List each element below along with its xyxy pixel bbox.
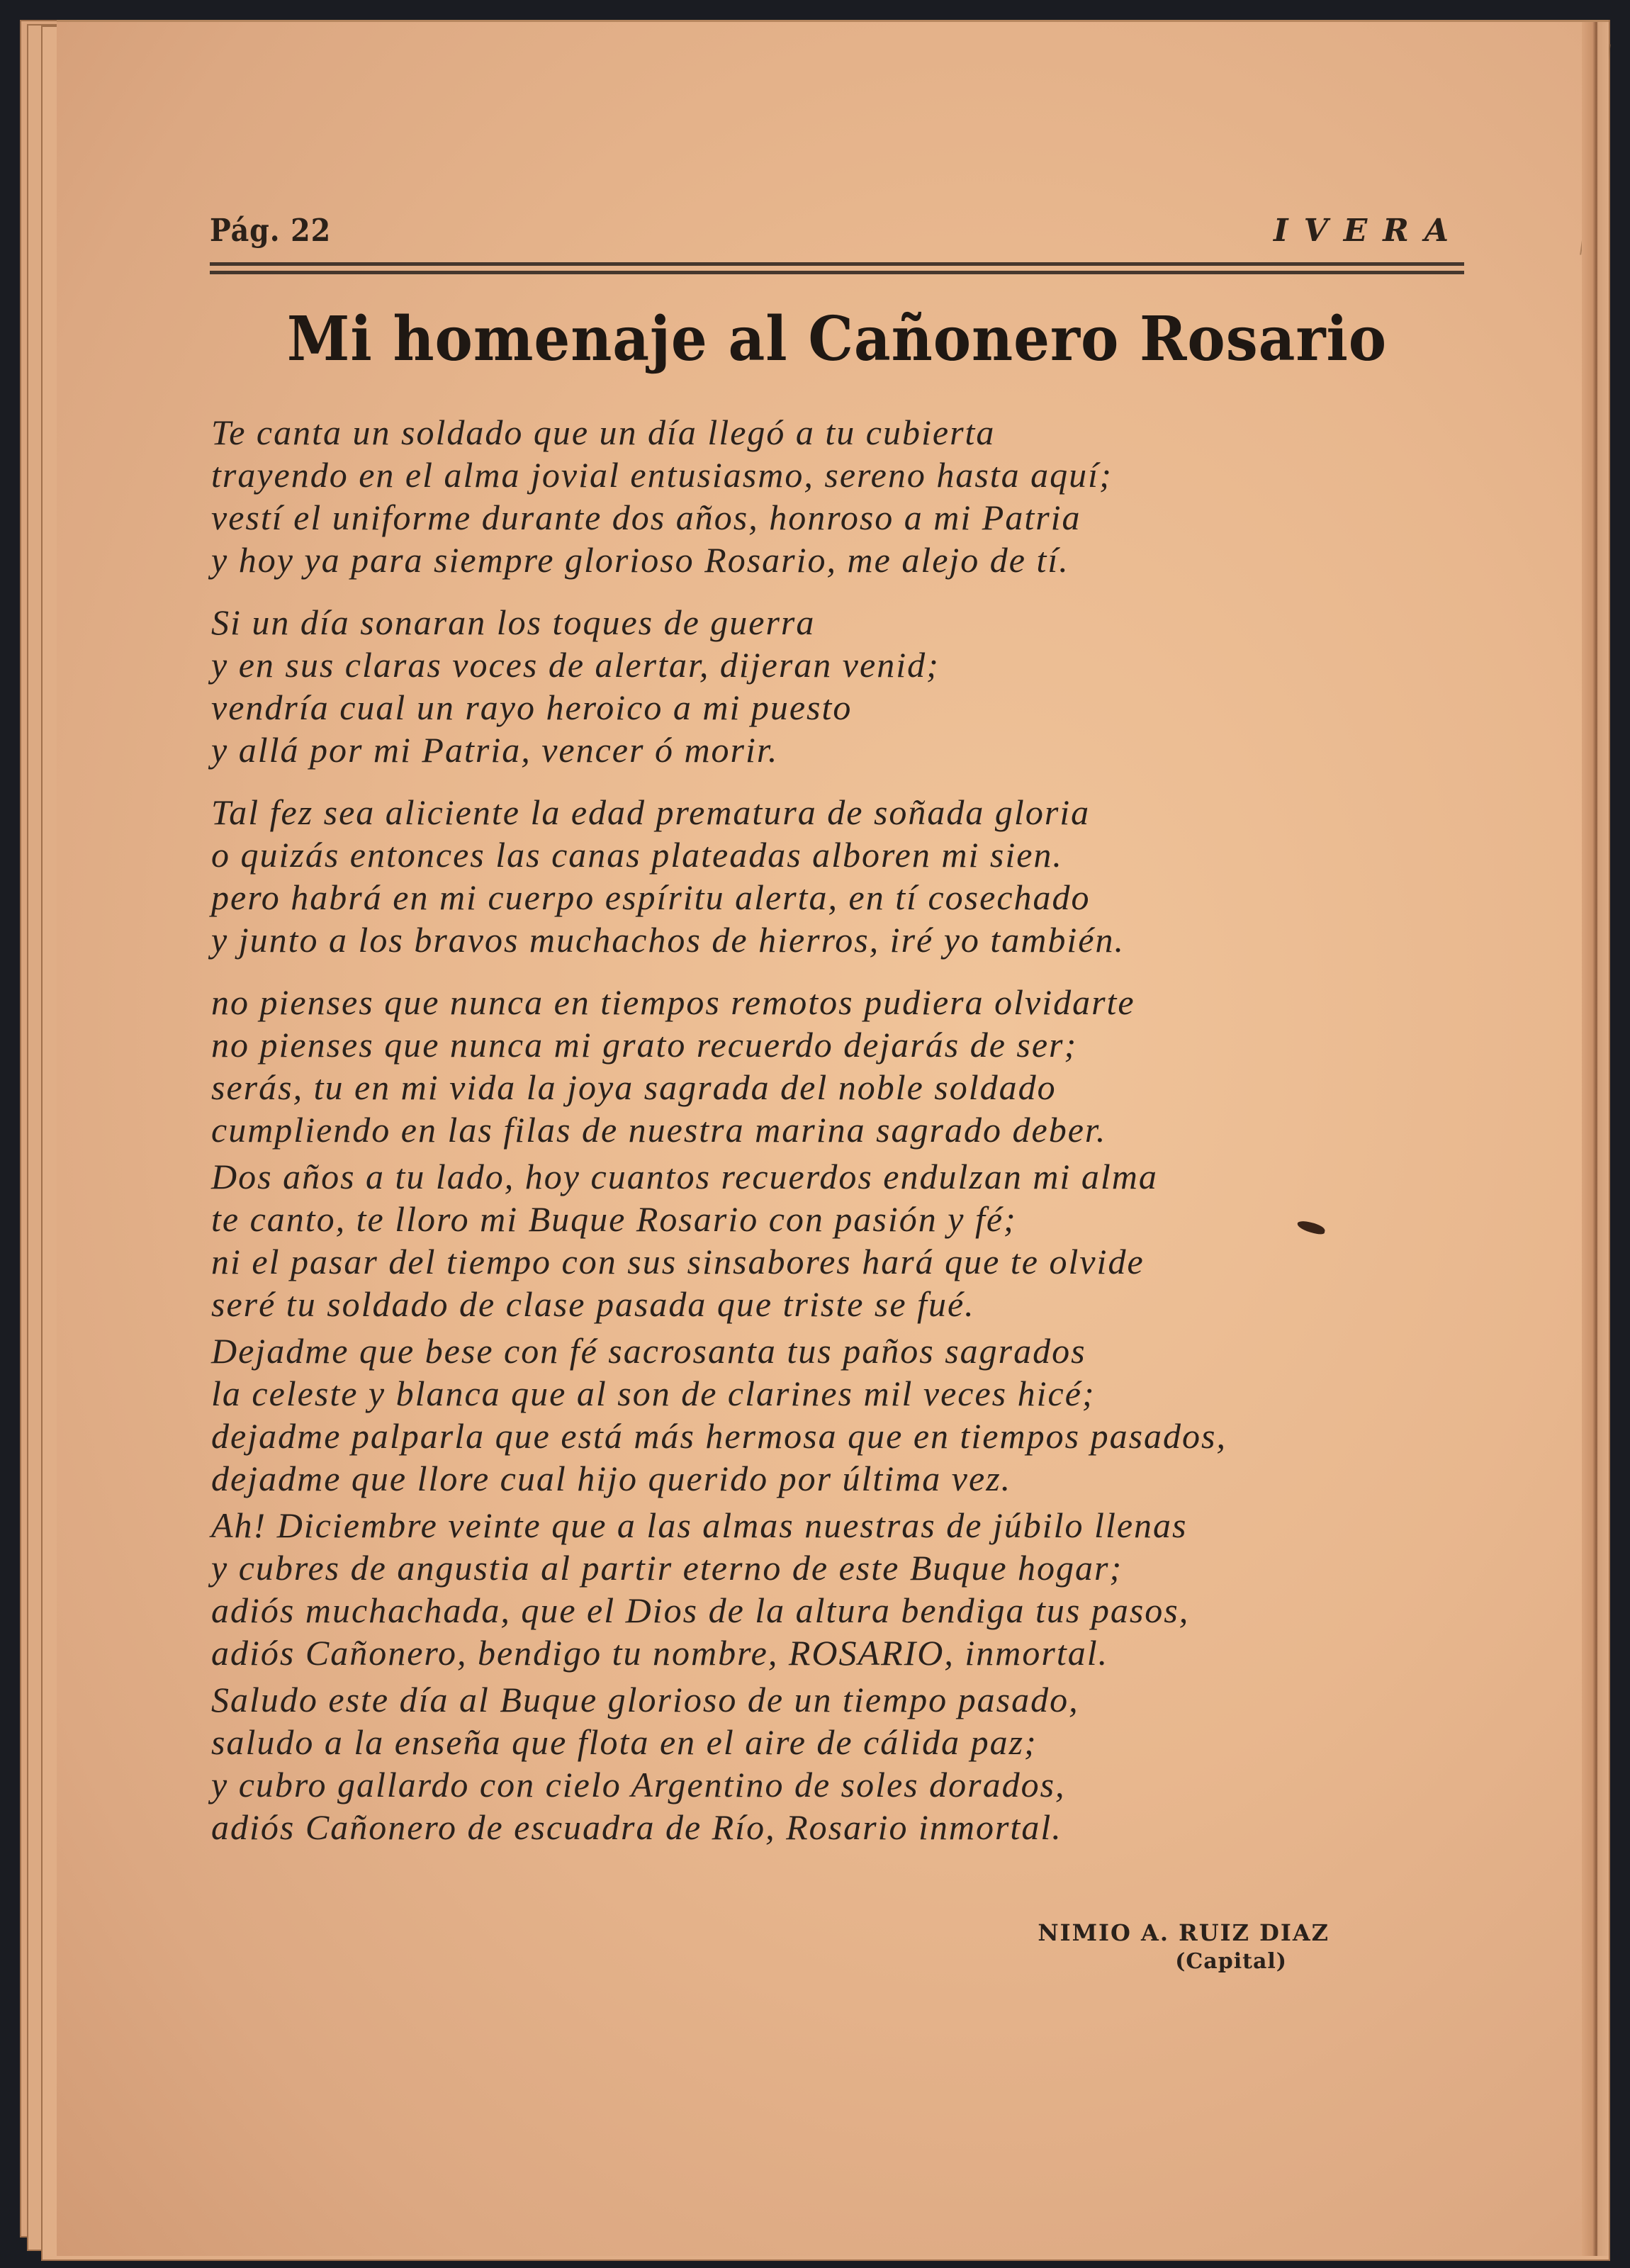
stanza — [211, 1504, 1416, 1674]
poem-line: trayendo en el alma jovial entusiasmo, sereno hasta aquí; — [211, 455, 1113, 495]
poem-line: y hoy ya para siempre glorioso Rosario, me alejo de tí. — [211, 540, 1069, 580]
stanza — [211, 1678, 1416, 1848]
poem-line: vestí el uniforme durante dos años, honroso a mi Patria — [211, 498, 1081, 537]
poem-line: pero habrá en mi cuerpo espíritu alerta, en tí cosechado — [211, 877, 1091, 917]
stanza — [211, 791, 1416, 961]
stanza — [211, 601, 1416, 771]
poem-line: Dejadme que bese con fé sacrosanta tus paños sagrados — [211, 1331, 1086, 1371]
poem-line: Si un día sonaran los toques de guerra — [211, 602, 816, 642]
header-rule — [210, 262, 1464, 266]
poem-line: la celeste y blanca que al son de clarines mil veces hicé; — [211, 1374, 1096, 1413]
stanza — [211, 1155, 1416, 1325]
poem-line: Saludo este día al Buque glorioso de un tiempo pasado, — [211, 1680, 1079, 1719]
poem-line: y allá por mi Patria, vencer ó morir. — [211, 730, 779, 770]
poem-line: o quizás entonces las canas plateadas alboren mi sien. — [211, 835, 1063, 875]
poem-line: no pienses que nunca en tiempos remotos pudiera olvidarte — [211, 982, 1135, 1022]
poem-line: dejadme que llore cual hijo querido por última vez. — [211, 1459, 1012, 1498]
poem-line: adiós Cañonero, bendigo tu nombre, ROSARIO, inmortal. — [211, 1633, 1109, 1673]
poem-line: y cubres de angustia al partir eterno de este Buque hogar; — [211, 1548, 1123, 1588]
poem-line: vendría cual un rayo heroico a mi puesto — [211, 687, 853, 727]
magazine-name: IVERA — [1274, 213, 1464, 249]
page-number: Pág. 22 — [210, 213, 332, 249]
stanza — [211, 981, 1416, 1151]
poem-line: Te canta un soldado que un día llegó a tu cubierta — [211, 412, 996, 452]
poem-line: y cubro gallardo con cielo Argentino de soles dorados, — [211, 1765, 1066, 1804]
author-name: NIMIO A. RUIZ DIAZ — [1038, 1919, 1330, 1946]
poem-line: adiós Cañonero de escuadra de Río, Rosario inmortal. — [211, 1807, 1062, 1847]
poem-body — [211, 411, 1416, 1853]
article-title: Mi homenaje al Cañonero Rosario — [286, 303, 1388, 375]
author-place: (Capital) — [1175, 1949, 1287, 1974]
stanza — [211, 1330, 1416, 1500]
poem-line: Ah! Diciembre veinte que a las almas nuestras de júbilo llenas — [211, 1505, 1188, 1545]
poem-line: no pienses que nunca mi grato recuerdo dejarás de ser; — [211, 1025, 1078, 1065]
poem-line: ni el pasar del tiempo con sus sinsabores hará que te olvide — [211, 1242, 1145, 1281]
stanza — [211, 411, 1416, 581]
poem-line: cumpliendo en las filas de nuestra marina sagrado deber. — [211, 1110, 1107, 1150]
poem-line: te canto, te lloro mi Buque Rosario con pasión y fé; — [211, 1199, 1017, 1239]
paper-crease — [1580, 44, 1611, 254]
poem-line: serás, tu en mi vida la joya sagrada del noble soldado — [211, 1067, 1057, 1107]
poem-line: Tal fez sea aliciente la edad prematura de soñada gloria — [211, 792, 1091, 832]
poem-line: dejadme palparla que está más hermosa que en tiempos pasados, — [211, 1416, 1227, 1456]
poem-line: y en sus claras voces de alertar, dijeran venid; — [211, 645, 940, 685]
poem-line: y junto a los bravos muchachos de hierros, iré yo también. — [211, 920, 1125, 960]
header-rule — [210, 271, 1464, 274]
poem-line: seré tu soldado de clase pasada que triste se fué. — [211, 1284, 975, 1324]
poem-line: saludo a la enseña que flota en el aire de cálida paz; — [211, 1722, 1038, 1762]
page-header — [210, 213, 1464, 269]
poem-line: adiós muchachada, que el Dios de la altura bendiga tus pasos, — [211, 1590, 1190, 1630]
signature — [989, 1919, 1330, 1974]
poem-line: Dos años a tu lado, hoy cuantos recuerdos endulzan mi alma — [211, 1157, 1158, 1196]
